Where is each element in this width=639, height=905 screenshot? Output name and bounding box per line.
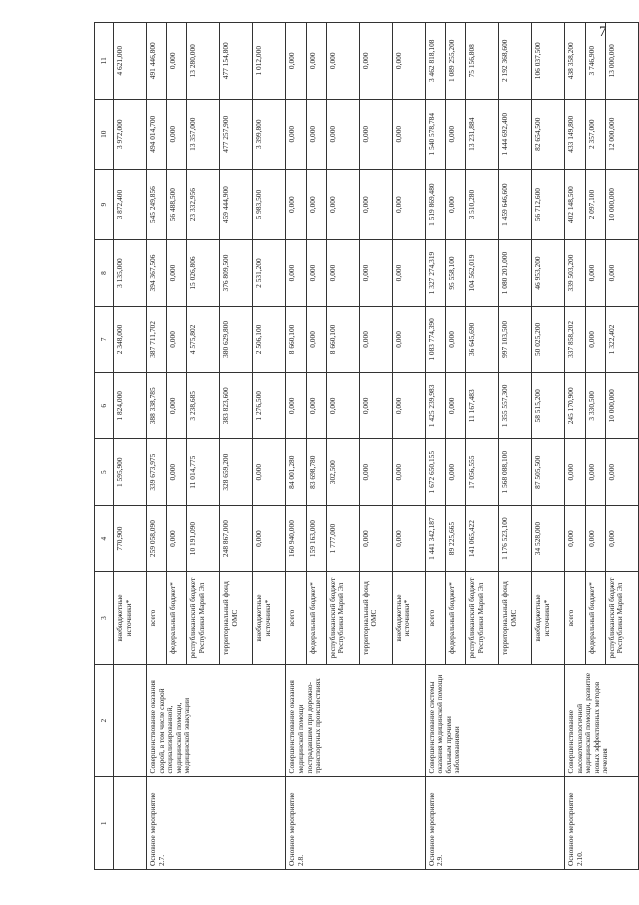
measure-name-cell: Основное мероприятие 2.10. <box>565 777 639 870</box>
value-cell: 36 645,690 <box>466 306 499 372</box>
value-cell: 3 238,685 <box>187 373 220 439</box>
value-cell: 10 191,090 <box>187 505 220 571</box>
value-cell: 0,000 <box>359 99 392 169</box>
value-cell: 388 338,785 <box>147 373 167 439</box>
value-cell: 0,000 <box>446 373 466 439</box>
measure-description-cell: Совершенствование высокотехнологичной медицинской помощи, развитие новых эффективных методов лечения <box>565 664 639 777</box>
value-cell: 83 698,780 <box>306 439 326 505</box>
value-cell: 8 660,100 <box>326 306 359 372</box>
column-number: 10 <box>95 99 114 169</box>
source-cell: всего <box>425 572 445 665</box>
value-cell: 2 192 368,600 <box>499 23 532 100</box>
value-cell: 82 654,500 <box>532 99 565 169</box>
value-cell: 0,000 <box>306 240 326 306</box>
value-cell: 997 103,500 <box>499 306 532 372</box>
page-number: 7 <box>599 24 607 40</box>
value-cell: 1 327 274,319 <box>425 240 445 306</box>
value-cell: 302,500 <box>326 439 359 505</box>
value-cell: 337 858,202 <box>565 306 585 372</box>
value-cell: 0,000 <box>585 240 605 306</box>
value-cell: 104 562,019 <box>466 240 499 306</box>
value-cell: 0,000 <box>585 306 605 372</box>
measure-description-cell: Совершенствование оказания скорой, в том числе скорой специализированной, медицинской помощи, медицинской эвакуации <box>147 664 286 777</box>
value-cell: 376 809,500 <box>220 240 253 306</box>
value-cell: 1 425 239,983 <box>425 373 445 439</box>
value-cell: 89 225,665 <box>446 505 466 571</box>
value-cell: 87 505,500 <box>532 439 565 505</box>
value-cell: 1 540 578,784 <box>425 99 445 169</box>
table-row <box>425 23 445 870</box>
value-cell: 0,000 <box>306 373 326 439</box>
measure-name-cell: Основное мероприятие 2.7. <box>147 777 286 870</box>
value-cell: 0,000 <box>326 169 359 239</box>
value-cell: 0,000 <box>585 505 605 571</box>
value-cell: 0,000 <box>306 306 326 372</box>
value-cell: 3 399,800 <box>253 99 286 169</box>
column-number: 11 <box>95 23 114 100</box>
value-cell: 0,000 <box>326 240 359 306</box>
source-cell: внебюджетные источники* <box>114 572 147 665</box>
value-cell: 3 135,000 <box>114 240 147 306</box>
value-cell: 4 621,000 <box>114 23 147 100</box>
value-cell: 13 280,000 <box>187 23 220 100</box>
value-cell: 2 531,200 <box>253 240 286 306</box>
value-cell: 10 000,000 <box>605 169 638 239</box>
value-cell: 75 156,808 <box>466 23 499 100</box>
column-number: 9 <box>95 169 114 239</box>
value-cell: 1 355 557,300 <box>499 373 532 439</box>
source-cell: всего <box>565 572 585 665</box>
value-cell: 0,000 <box>167 240 187 306</box>
value-cell: 0,000 <box>359 240 392 306</box>
column-number: 8 <box>95 240 114 306</box>
value-cell: 3 746,900 <box>585 23 605 100</box>
value-cell: 0,000 <box>359 373 392 439</box>
value-cell: 0,000 <box>167 99 187 169</box>
value-cell: 0,000 <box>167 306 187 372</box>
value-cell: 8 660,100 <box>286 306 306 372</box>
value-cell: 3 510,280 <box>466 169 499 239</box>
value-cell: 477 154,800 <box>220 23 253 100</box>
value-cell: 46 953,200 <box>532 240 565 306</box>
table-row <box>114 23 147 870</box>
value-cell: 13 000,000 <box>605 23 638 100</box>
source-cell: республиканский бюджет Республики Марий Эл <box>187 572 220 665</box>
column-number: 2 <box>95 664 114 777</box>
empty-cell <box>114 777 147 870</box>
value-cell: 459 444,900 <box>220 169 253 239</box>
value-cell: 0,000 <box>359 505 392 571</box>
value-cell: 0,000 <box>392 306 425 372</box>
value-cell: 4 575,802 <box>187 306 220 372</box>
value-cell: 0,000 <box>253 439 286 505</box>
table-row <box>565 23 585 870</box>
value-cell: 0,000 <box>392 505 425 571</box>
source-cell: республиканский бюджет Республики Марий Эл <box>605 572 638 665</box>
value-cell: 141 065,422 <box>466 505 499 571</box>
measure-description-cell: Совершенствование системы оказания медицинской помощи больным прочими заболеваниями <box>425 664 564 777</box>
value-cell: 339 673,975 <box>147 439 167 505</box>
value-cell: 0,000 <box>565 439 585 505</box>
value-cell: 2 097,100 <box>585 169 605 239</box>
value-cell: 0,000 <box>392 169 425 239</box>
column-number: 5 <box>95 439 114 505</box>
value-cell: 0,000 <box>306 23 326 100</box>
value-cell: 383 823,600 <box>220 373 253 439</box>
value-cell: 3 872,400 <box>114 169 147 239</box>
value-cell: 11 014,775 <box>187 439 220 505</box>
value-cell: 5 983,500 <box>253 169 286 239</box>
value-cell: 1 080 201,000 <box>499 240 532 306</box>
value-cell: 491 446,800 <box>147 23 167 100</box>
value-cell: 477 257,900 <box>220 99 253 169</box>
value-cell: 0,000 <box>326 373 359 439</box>
value-cell: 1 568 088,100 <box>499 439 532 505</box>
value-cell: 0,000 <box>446 306 466 372</box>
value-cell: 13 357,000 <box>187 99 220 169</box>
value-cell: 387 711,702 <box>147 306 167 372</box>
value-cell: 0,000 <box>392 23 425 100</box>
value-cell: 0,000 <box>167 373 187 439</box>
value-cell: 1 519 869,480 <box>425 169 445 239</box>
value-cell: 0,000 <box>359 439 392 505</box>
value-cell: 15 026,806 <box>187 240 220 306</box>
value-cell: 0,000 <box>253 505 286 571</box>
table-row <box>286 23 306 870</box>
value-cell: 160 940,000 <box>286 505 306 571</box>
value-cell: 0,000 <box>605 439 638 505</box>
value-cell: 0,000 <box>286 373 306 439</box>
value-cell: 0,000 <box>167 439 187 505</box>
value-cell: 13 231,884 <box>466 99 499 169</box>
value-cell: 0,000 <box>286 240 306 306</box>
value-cell: 0,000 <box>167 505 187 571</box>
source-cell: территориальный фонд ОМС <box>220 572 253 665</box>
value-cell: 56 712,600 <box>532 169 565 239</box>
value-cell: 0,000 <box>359 169 392 239</box>
value-cell: 494 014,700 <box>147 99 167 169</box>
value-cell: 12 000,000 <box>605 99 638 169</box>
measure-description-cell: Совершенствование оказания медицинской помощи пострадавшим при дорожно-транспортных происшествиях <box>286 664 425 777</box>
value-cell: 0,000 <box>392 99 425 169</box>
value-cell: 50 025,200 <box>532 306 565 372</box>
value-cell: 106 037,500 <box>532 23 565 100</box>
value-cell: 0,000 <box>286 99 306 169</box>
measure-name-cell: Основное мероприятие 2.9. <box>425 777 564 870</box>
value-cell: 0,000 <box>326 99 359 169</box>
value-cell: 0,000 <box>565 505 585 571</box>
source-cell: федеральный бюджет* <box>446 572 466 665</box>
value-cell: 545 249,856 <box>147 169 167 239</box>
value-cell: 1 276,500 <box>253 373 286 439</box>
measure-name-cell: Основное мероприятие 2.8. <box>286 777 425 870</box>
source-cell: всего <box>147 572 167 665</box>
table-row <box>147 23 167 870</box>
source-cell: республиканский бюджет Республики Марий Эл <box>466 572 499 665</box>
source-cell: федеральный бюджет* <box>585 572 605 665</box>
column-number-row <box>95 23 114 870</box>
value-cell: 1 322,402 <box>605 306 638 372</box>
value-cell: 259 058,090 <box>147 505 167 571</box>
value-cell: 2 506,100 <box>253 306 286 372</box>
value-cell: 1 083 774,390 <box>425 306 445 372</box>
value-cell: 2 357,000 <box>585 99 605 169</box>
value-cell: 84 001,280 <box>286 439 306 505</box>
value-cell: 1 672 650,155 <box>425 439 445 505</box>
value-cell: 1 459 646,600 <box>499 169 532 239</box>
value-cell: 0,000 <box>359 306 392 372</box>
table-body <box>114 23 639 870</box>
value-cell: 0,000 <box>326 23 359 100</box>
table-rotated-container <box>94 22 639 870</box>
value-cell: 3 972,000 <box>114 99 147 169</box>
column-number: 3 <box>95 572 114 665</box>
value-cell: 1 444 692,400 <box>499 99 532 169</box>
column-number: 6 <box>95 373 114 439</box>
value-cell: 394 367,506 <box>147 240 167 306</box>
value-cell: 1 012,000 <box>253 23 286 100</box>
value-cell: 770,900 <box>114 505 147 571</box>
value-cell: 0,000 <box>392 439 425 505</box>
value-cell: 1 824,000 <box>114 373 147 439</box>
value-cell: 245 170,900 <box>565 373 585 439</box>
column-number: 7 <box>95 306 114 372</box>
value-cell: 402 148,500 <box>565 169 585 239</box>
value-cell: 0,000 <box>306 169 326 239</box>
value-cell: 1 441 342,187 <box>425 505 445 571</box>
value-cell: 433 149,800 <box>565 99 585 169</box>
value-cell: 0,000 <box>605 505 638 571</box>
value-cell: 17 056,555 <box>466 439 499 505</box>
source-cell: внебюджетные источники* <box>253 572 286 665</box>
value-cell: 328 659,200 <box>220 439 253 505</box>
value-cell: 56 488,500 <box>167 169 187 239</box>
value-cell: 23 332,956 <box>187 169 220 239</box>
value-cell: 1 089 255,200 <box>446 23 466 100</box>
value-cell: 339 503,200 <box>565 240 585 306</box>
value-cell: 1 595,900 <box>114 439 147 505</box>
value-cell: 1 176 523,100 <box>499 505 532 571</box>
source-cell: территориальный фонд ОМС <box>359 572 392 665</box>
source-cell: всего <box>286 572 306 665</box>
source-cell: территориальный фонд ОМС <box>499 572 532 665</box>
value-cell: 10 000,000 <box>605 373 638 439</box>
column-number: 1 <box>95 777 114 870</box>
value-cell: 3 462 818,108 <box>425 23 445 100</box>
source-cell: республиканский бюджет Республики Марий Эл <box>326 572 359 665</box>
value-cell: 380 629,800 <box>220 306 253 372</box>
value-cell: 2 348,000 <box>114 306 147 372</box>
source-cell: внебюджетные источники* <box>532 572 565 665</box>
value-cell: 3 330,500 <box>585 373 605 439</box>
source-cell: внебюджетные источники* <box>392 572 425 665</box>
column-number: 4 <box>95 505 114 571</box>
value-cell: 0,000 <box>446 99 466 169</box>
empty-cell <box>114 664 147 777</box>
source-cell: федеральный бюджет* <box>306 572 326 665</box>
value-cell: 1 777,000 <box>326 505 359 571</box>
value-cell: 0,000 <box>446 169 466 239</box>
value-cell: 0,000 <box>392 240 425 306</box>
value-cell: 438 358,200 <box>565 23 585 100</box>
value-cell: 0,000 <box>306 99 326 169</box>
value-cell: 0,000 <box>446 439 466 505</box>
value-cell: 0,000 <box>286 23 306 100</box>
value-cell: 34 528,000 <box>532 505 565 571</box>
value-cell: 0,000 <box>585 439 605 505</box>
value-cell: 159 163,000 <box>306 505 326 571</box>
source-cell: федеральный бюджет* <box>167 572 187 665</box>
value-cell: 0,000 <box>167 23 187 100</box>
budget-table <box>94 22 639 870</box>
value-cell: 0,000 <box>605 240 638 306</box>
value-cell: 248 867,000 <box>220 505 253 571</box>
value-cell: 0,000 <box>359 23 392 100</box>
value-cell: 0,000 <box>286 169 306 239</box>
value-cell: 58 515,200 <box>532 373 565 439</box>
value-cell: 95 558,100 <box>446 240 466 306</box>
value-cell: 11 167,483 <box>466 373 499 439</box>
value-cell: 0,000 <box>392 373 425 439</box>
